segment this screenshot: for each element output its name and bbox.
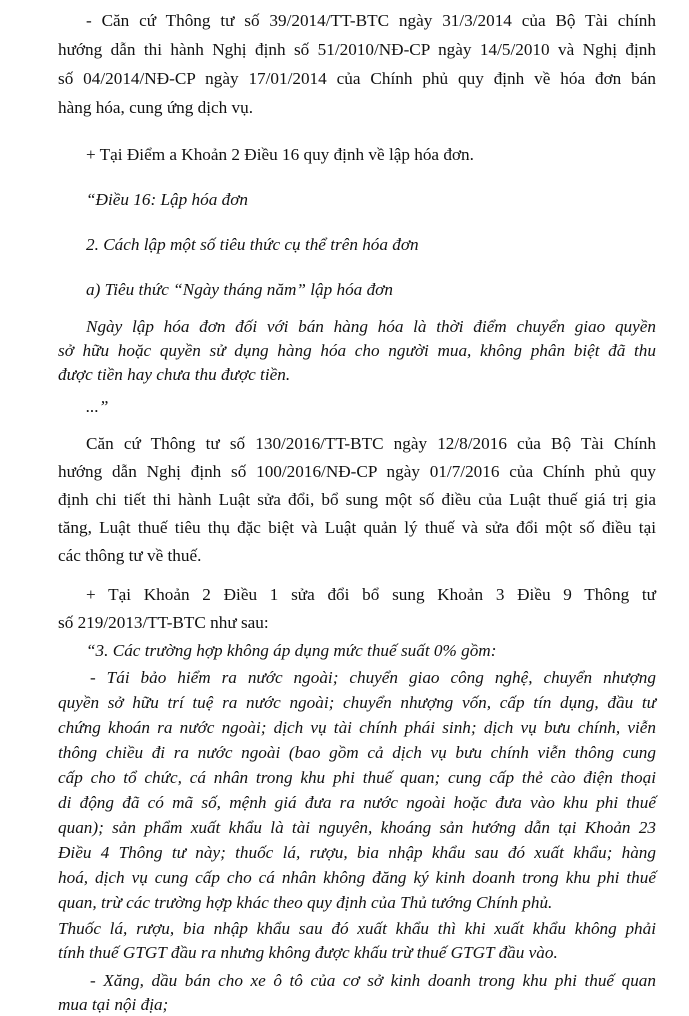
text-line: + Tại Khoản 2 Điều 1 sửa đổi bổ sung Khoản 3 Điều 9 Thông tư <box>86 585 656 604</box>
text-line: chứng khoán ra nước ngoài; dịch vụ tài chính phái sinh; dịch vụ bưu chính, viễn <box>58 718 656 737</box>
text-line: - Tái bảo hiểm ra nước ngoài; chuyển giao công nghệ, chuyển nhượng <box>90 668 656 687</box>
text-line: Điều 4 Thông tư này; thuốc lá, rượu, bia nhập khẩu sau đó xuất khẩu; hàng <box>58 843 656 862</box>
text-line: Ngày lập hóa đơn đối với bán hàng hóa là thời điểm chuyển giao quyền <box>86 317 656 336</box>
text-line: Thuốc lá, rượu, bia nhập khẩu sau đó xuất khẩu thì khi xuất khẩu không phải <box>58 919 656 938</box>
text-line: ...” <box>86 397 109 416</box>
text-line: - Căn cứ Thông tư số 39/2014/TT-BTC ngày 31/3/2014 của Bộ Tài chính <box>86 11 656 30</box>
text-line: sở hữu hoặc quyền sử dụng hàng hóa cho người mua, không phân biệt đã thu <box>58 341 656 360</box>
text-line: hướng dẫn Nghị định số 100/2016/NĐ-CP ngày 01/7/2016 của Chính phủ quy <box>58 462 656 481</box>
text-line: quyền sở hữu trí tuệ ra nước ngoài; chuyển nhượng vốn, cấp tín dụng, đầu tư <box>58 693 656 712</box>
text-line: số 219/2013/TT-BTC như sau: <box>58 613 269 632</box>
text-line: tăng, Luật thuế tiêu thụ đặc biệt và Luật quản lý thuế và sửa đổi một số điều tại <box>58 518 656 537</box>
text-line: cấp cho tổ chức, cá nhân trong khu phi thuế quan; cung cấp thẻ cào điện thoại <box>58 768 656 787</box>
text-line: + Tại Điểm a Khoản 2 Điều 16 quy định về lập hóa đơn. <box>86 145 474 164</box>
text-line: “Điều 16: Lập hóa đơn <box>86 190 248 209</box>
text-line: được tiền hay chưa thu được tiền. <box>58 365 291 384</box>
text-line: các thông tư về thuế. <box>58 546 202 565</box>
text-line: hoá, dịch vụ cung cấp cho cá nhân không đăng ký kinh doanh trong khu phi thuế <box>58 868 656 887</box>
text-line: quan); sản phẩm xuất khẩu là tài nguyên, khoáng sản hướng dẫn tại Khoản 23 <box>58 818 656 837</box>
text-line: “3. Các trường hợp không áp dụng mức thuế suất 0% gồm: <box>86 641 497 660</box>
text-line: định chi tiết thi hành Luật sửa đổi, bổ sung một số điều của Luật thuế giá trị gia <box>58 490 656 509</box>
text-line: Căn cứ Thông tư số 130/2016/TT-BTC ngày 12/8/2016 của Bộ Tài Chính <box>86 434 656 453</box>
text-line: thông chiều đi ra nước ngoài (bao gồm cả dịch vụ bưu chính viễn thông cung <box>58 743 656 762</box>
text-line: - Xăng, dầu bán cho xe ô tô của cơ sở kinh doanh trong khu phi thuế quan <box>90 971 656 990</box>
text-line: hàng hóa, cung ứng dịch vụ. <box>58 98 253 117</box>
text-line: a) Tiêu thức “Ngày tháng năm” lập hóa đơn <box>86 280 393 299</box>
text-line: mua tại nội địa; <box>58 995 169 1014</box>
text-line: quan, trừ các trường hợp khác theo quy định của Thủ tướng Chính phủ. <box>58 893 553 912</box>
text-line: tính thuế GTGT đầu ra nhưng không được khấu trừ thuế GTGT đầu vào. <box>58 943 558 962</box>
text-line: số 04/2014/NĐ-CP ngày 17/01/2014 của Chính phủ quy định về hóa đơn bán <box>58 69 656 88</box>
text-line: di động đã có mã số, mệnh giá đưa ra nước ngoài hoặc đưa vào khu phi thuế <box>58 793 656 812</box>
text-line: 2. Cách lập một số tiêu thức cụ thể trên hóa đơn <box>86 235 419 254</box>
text-line: hướng dẫn thi hành Nghị định số 51/2010/NĐ-CP ngày 14/5/2010 và Nghị định <box>58 40 656 59</box>
